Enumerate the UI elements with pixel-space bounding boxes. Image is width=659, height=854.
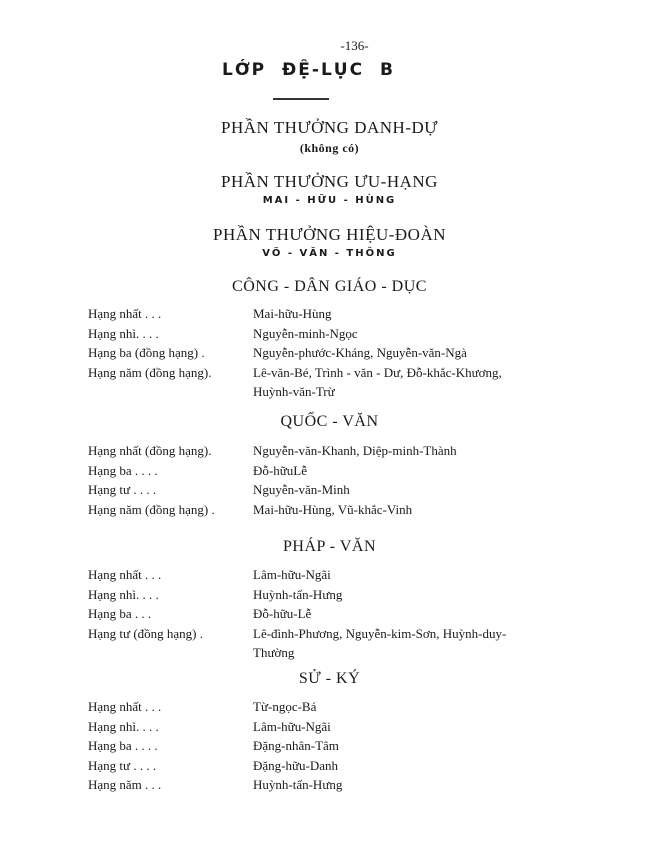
rank: Hạng năm (đồng hạng) . xyxy=(88,501,215,517)
rank: Hạng tư (đồng hạng) . xyxy=(88,625,203,641)
rank: Hạng ba . . . . xyxy=(88,738,158,753)
names: Huỳnh-tấn-Hưng xyxy=(253,777,343,792)
names: Đặng-nhân-Tâm xyxy=(253,738,339,753)
table-row xyxy=(88,343,533,363)
names: Mai-hữu-Hùng, Vũ-khắc-Vinh xyxy=(253,501,413,517)
award-recipient: VÕ - VĂN - THÔNG xyxy=(262,248,397,259)
award-excellence xyxy=(0,172,659,206)
table-row xyxy=(88,717,533,737)
table-row xyxy=(88,624,533,663)
rank: Hạng tư . . . . xyxy=(88,757,157,773)
rank: Hạng nhất (đồng hạng). xyxy=(88,443,212,458)
names: Đỗ-hữu-Lễ xyxy=(253,606,312,621)
rank: Hạng nhì. . . . xyxy=(88,718,159,734)
names: Nguyễn-phước-Kháng, Nguyễn-văn-Ngà xyxy=(253,345,467,360)
names: Mai-hữu-Hùng xyxy=(253,306,332,321)
page-title: LỚP ĐỆ-LỤC B xyxy=(222,60,395,80)
rank: Hạng nhì. . . . xyxy=(88,586,159,602)
section-title-french: PHÁP - VĂN xyxy=(282,538,376,555)
rank: Hạng ba . . . . xyxy=(88,462,158,478)
section-title-civics: CÔNG - DÂN GIÁO - DỤC xyxy=(232,278,427,295)
names: Lê-đình-Phương, Nguyễn-kim-Sơn, Huỳnh-duy-Thường xyxy=(253,625,507,660)
table-row xyxy=(88,775,533,795)
rank: Hạng ba . . . xyxy=(88,606,152,621)
rank: Hạng tư . . . . xyxy=(88,482,157,497)
table-row xyxy=(88,480,533,500)
award-recipient: MAI - HỮU - HÙNG xyxy=(262,195,397,206)
names: Từ-ngọc-Bá xyxy=(253,699,317,714)
table-row xyxy=(88,565,533,585)
table-row xyxy=(88,461,533,481)
rank: Hạng năm . . . xyxy=(88,777,162,792)
section-title-history: SỬ - KÝ xyxy=(298,670,361,687)
page-number: -136- xyxy=(340,38,369,53)
table-row xyxy=(88,736,533,756)
award-recipient: (không có) xyxy=(299,141,360,155)
table-row xyxy=(88,604,533,624)
rank: Hạng nhì. . . . xyxy=(88,325,159,341)
rank: Hạng nhất . . . xyxy=(88,699,162,714)
award-school xyxy=(0,225,659,259)
section-vietnamese-rows xyxy=(88,441,533,519)
award-title: PHẦN THƯỞNG HIỆU-ĐOÀN xyxy=(212,225,447,244)
table-row xyxy=(88,500,533,520)
names: Lâm-hữu-Ngãi xyxy=(253,567,331,582)
section-history-rows xyxy=(88,697,533,795)
section-title-vietnamese: QUỐC - VĂN xyxy=(280,413,379,430)
rank: Hạng nhất . . . xyxy=(88,306,162,321)
section-civics-rows xyxy=(88,304,533,402)
title-underline xyxy=(273,98,329,100)
table-row xyxy=(88,441,533,461)
table-row xyxy=(88,363,533,402)
names: Huỳnh-tấn-Hưng xyxy=(253,586,343,602)
names: Nguyễn-minh-Ngọc xyxy=(253,325,358,341)
rank: Hạng nhất . . . xyxy=(88,567,162,582)
names: Đặng-hữu-Danh xyxy=(253,757,339,773)
table-row xyxy=(88,697,533,717)
table-row xyxy=(88,756,533,776)
table-row xyxy=(88,585,533,605)
table-row xyxy=(88,324,533,344)
names: Lâm-hữu-Ngãi xyxy=(253,718,331,734)
award-title: PHẦN THƯỞNG ƯU-HẠNG xyxy=(221,172,438,191)
names: Lê-văn-Bé, Trình - văn - Dư, Đỗ-khắc-Khương, Huỳnh-văn-Trừ xyxy=(253,364,502,399)
names: Nguyễn-văn-Minh xyxy=(253,482,350,497)
names: Đỗ-hữuLễ xyxy=(253,462,307,478)
rank: Hạng năm (đồng hạng). xyxy=(88,364,212,380)
names: Nguyễn-văn-Khanh, Diệp-minh-Thành xyxy=(253,443,457,458)
rank: Hạng ba (đồng hạng) . xyxy=(88,345,205,360)
section-french-rows xyxy=(88,565,533,663)
award-title: PHẦN THƯỞNG DANH-DỰ xyxy=(221,118,438,137)
table-row xyxy=(88,304,533,324)
award-honor xyxy=(0,118,659,156)
